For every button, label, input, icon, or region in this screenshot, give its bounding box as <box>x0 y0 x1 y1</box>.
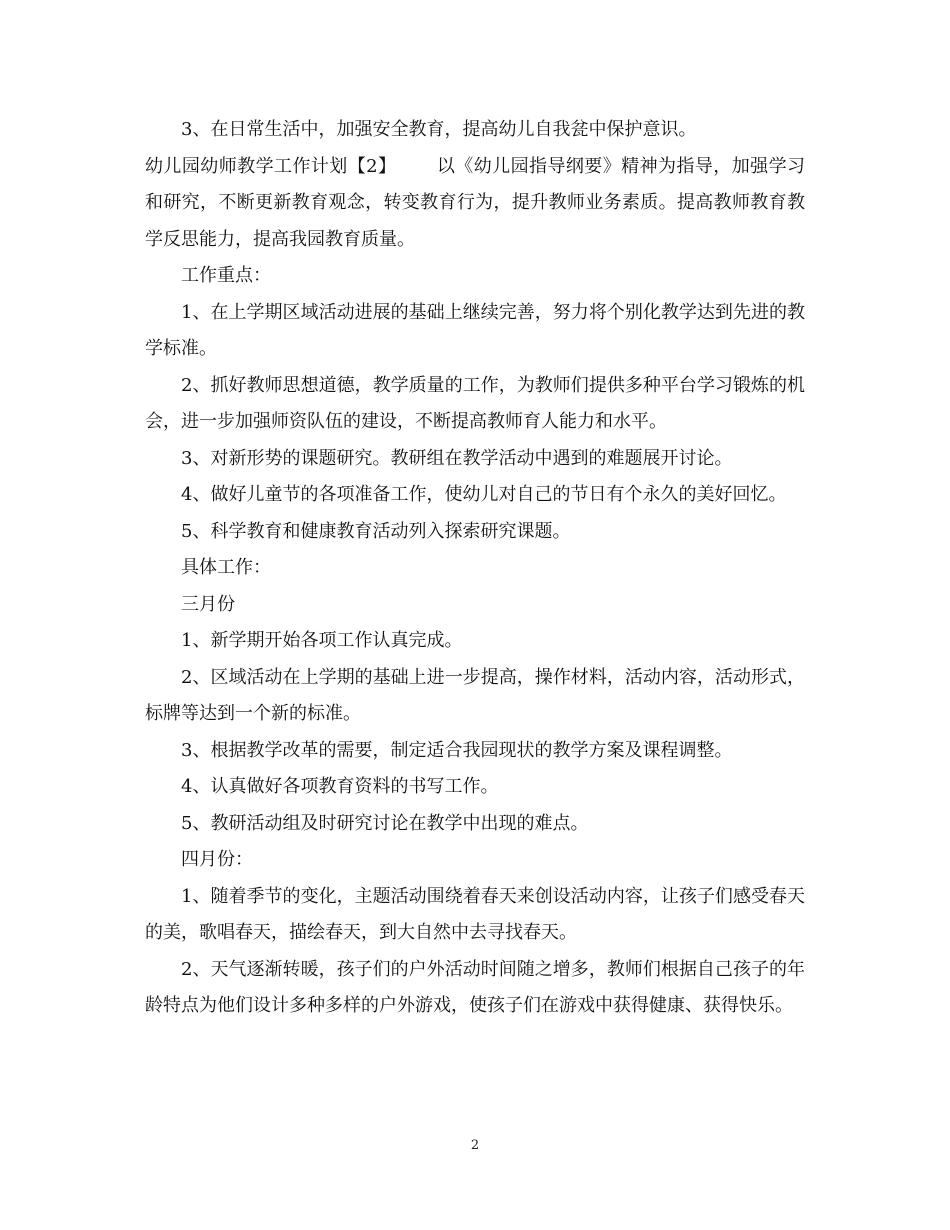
paragraph: 3、对新形势的课题研究。教研组在教学活动中遇到的难题展开讨论。 <box>181 447 733 469</box>
document-body <box>145 112 805 1025</box>
paragraph: 4、做好儿童节的各项准备工作，使幼儿对自己的节日有个永久的美好回忆。 <box>181 484 787 505</box>
paragraph: 工作重点： <box>181 265 271 286</box>
paragraph <box>145 149 805 259</box>
paragraph-text: 以《幼儿园指导纲要》精神为指导，加强学习和研究，不断更新教育观念，转变教育行为，提升教师业务素质。提高教师教育教学反思能力，提高我园教育质量。 <box>145 155 806 250</box>
paragraph: 四月份： <box>181 849 253 870</box>
paragraph: 1、在上学期区域活动进展的基础上继续完善，努力将个别化教学达到先进的教学标准。 <box>145 301 805 359</box>
paragraph: 5、教研活动组及时研究讨论在教学中出现的难点。 <box>181 812 589 834</box>
paragraph: 3、在日常生活中，加强安全教育，提高幼儿自我瓫中保护意识。 <box>181 119 697 140</box>
paragraph: 2、区域活动在上学期的基础上进一步提高，操作材料，活动内容，活动形式，标牌等达到一个新的标准。 <box>145 666 805 724</box>
page-number: 2 <box>470 1138 480 1153</box>
section-heading: 幼儿园幼师教学工作计划【2】 <box>145 155 397 177</box>
paragraph: 4、认真做好各项教育资料的书写工作。 <box>181 776 499 797</box>
paragraph: 具体工作： <box>181 557 271 578</box>
paragraph: 2、抓好教师思想道德，教学质量的工作，为教师们提供多种平台学习锻炼的机会，进一步加强师资队伍的建设，不断提高教师育人能力和水平。 <box>145 374 805 432</box>
paragraph: 3、根据教学改革的需要，制定适合我园现状的教学方案及课程调整。 <box>181 739 733 761</box>
paragraph: 1、随着季节的变化，主题活动围绕着春天来创设活动内容，让孩子们感受春天的美，歌唱春天，描绘春天，到大自然中去寻找春天。 <box>145 885 805 943</box>
paragraph: 1、新学期开始各项工作认真完成。 <box>181 630 463 651</box>
paragraph: 三月份 <box>181 593 235 615</box>
paragraph: 2、天气逐渐转暖，孩子们的户外活动时间随之增多，教师们根据自己孩子的年龄特点为他们设计多种多样的户外游戏，使孩子们在游戏中获得健康、获得快乐。 <box>145 958 805 1016</box>
paragraph: 5、科学教育和健康教育活动列入探索研究课题。 <box>181 520 571 542</box>
